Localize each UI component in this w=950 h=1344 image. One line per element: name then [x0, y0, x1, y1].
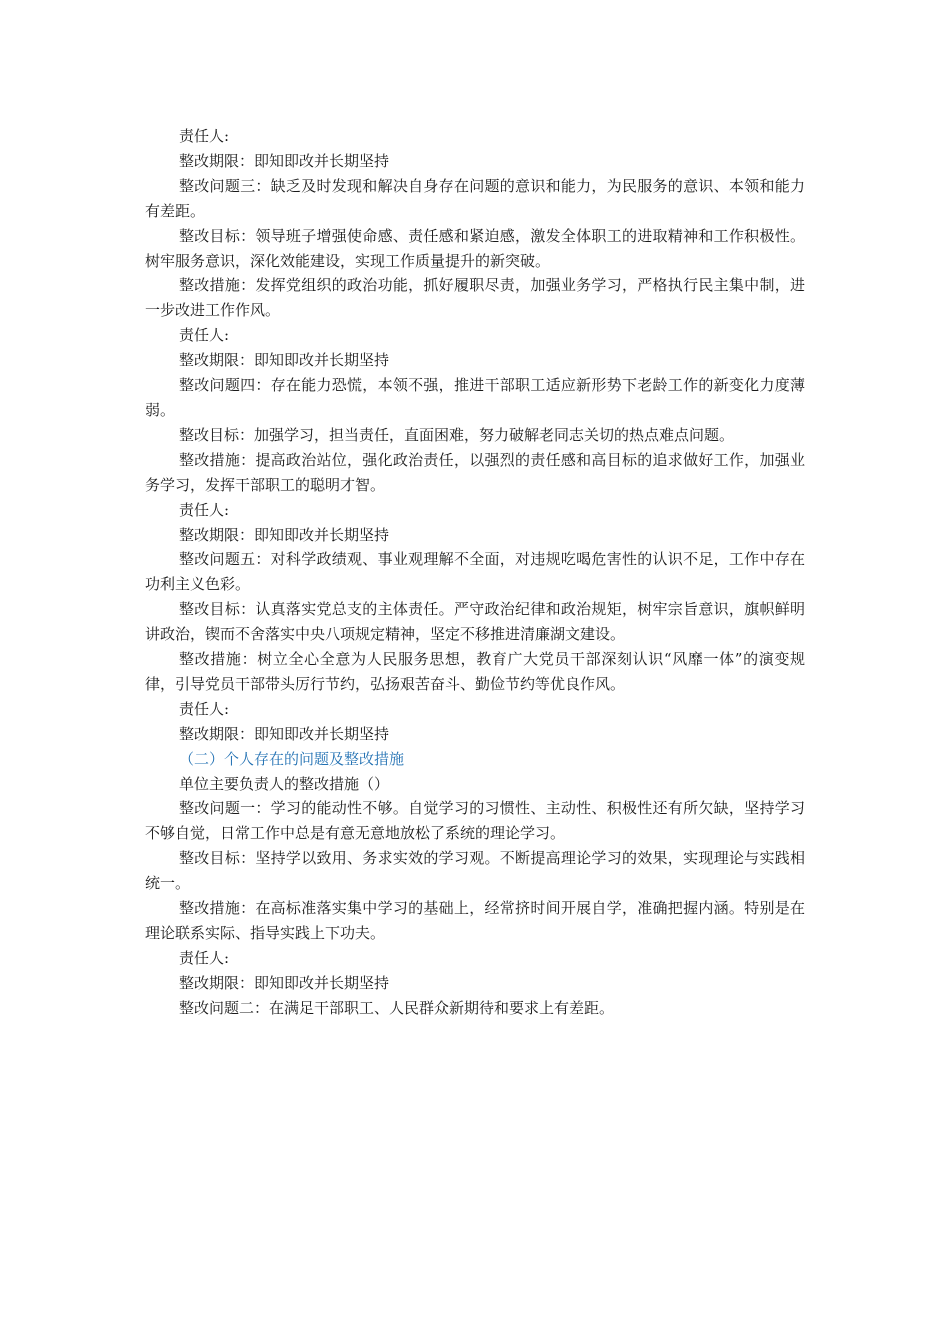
paragraph: 整改问题三：缺乏及时发现和解决自身存在问题的意识和能力，为民服务的意识、本领和能力有差距。 [145, 176, 805, 220]
paragraph: 整改期限：即知即改并长期坚持 [179, 973, 390, 992]
paragraph: 整改期限：即知即改并长期坚持 [179, 724, 390, 743]
paragraph: 整改问题五：对科学政绩观、事业观理解不全面，对违规吃喝危害性的认识不足，工作中存在功利主义色彩。 [145, 550, 805, 594]
paragraph: 整改目标：坚持学以致用、务求实效的学习观。不断提高理论学习的效果，实现理论与实践相统一。 [145, 849, 805, 893]
document-body [145, 124, 805, 1021]
paragraph: 整改措施：提高政治站位，强化政治责任，以强烈的责任感和高目标的追求做好工作，加强业务学习，发挥干部职工的聪明才智。 [145, 450, 805, 494]
paragraph: 整改期限：即知即改并长期坚持 [179, 351, 390, 370]
paragraph: 责任人: [179, 326, 230, 345]
paragraph: 整改目标：领导班子增强使命感、责任感和紧迫感，激发全体职工的进取精神和工作积极性。树牢服务意识，深化效能建设，实现工作质量提升的新突破。 [145, 226, 805, 270]
paragraph: 整改问题四：存在能力恐慌，本领不强，推进干部职工适应新形势下老龄工作的新变化力度薄弱。 [145, 376, 805, 419]
paragraph: 整改问题二：在满足干部职工、人民群众新期待和要求上有差距。 [179, 998, 615, 1017]
paragraph: 责任人: [179, 127, 230, 145]
paragraph: 单位主要负责人的整改措施（） [179, 774, 390, 793]
paragraph: 整改目标：认真落实党总支的主体责任。严守政治纪律和政治规矩，树牢宗旨意识，旗帜鲜明讲政治，锲而不舍落实中央八项规定精神，坚定不移推进清廉湖文建设。 [145, 600, 805, 644]
paragraph: 整改措施：发挥党组织的政治功能，抓好履职尽责，加强业务学习，严格执行民主集中制，进一步改进工作作风。 [145, 276, 805, 320]
paragraph: 责任人: [179, 699, 230, 718]
paragraph: 整改措施：树立全心全意为人民服务思想，教育广大党员干部深刻认识“风靡一体”的演变规律，引导党员干部带头厉行节约，弘扬艰苦奋斗、勤俭节约等优良作风。 [145, 650, 805, 693]
paragraph: 整改期限：即知即改并长期坚持 [179, 151, 390, 170]
paragraph: 整改期限：即知即改并长期坚持 [179, 525, 390, 544]
paragraph: 责任人: [179, 948, 230, 967]
section-heading: （二）个人存在的问题及整改措施 [179, 749, 405, 768]
paragraph: 整改问题一：学习的能动性不够。自觉学习的习惯性、主动性、积极性还有所欠缺，坚持学习不够自觉，日常工作中总是有意无意地放松了系统的理论学习。 [145, 799, 805, 843]
paragraph: 责任人: [179, 500, 230, 519]
paragraph: 整改目标：加强学习，担当责任，直面困难，努力破解老同志关切的热点难点问题。 [179, 425, 735, 444]
paragraph: 整改措施：在高标准落实集中学习的基础上，经常挤时间开展自学，准确把握内涵。特别是在理论联系实际、指导实践上下功夫。 [145, 899, 805, 942]
